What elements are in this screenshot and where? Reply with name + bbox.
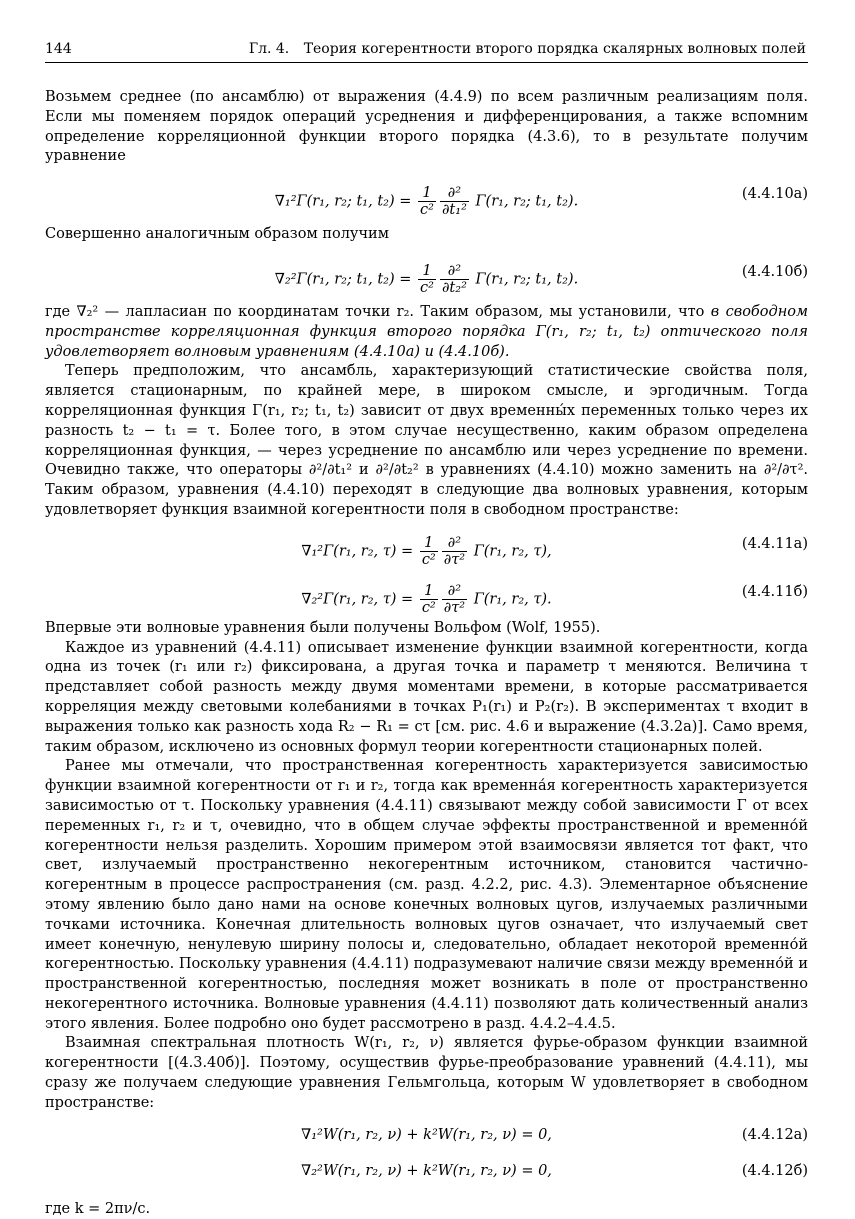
running-title [249,40,806,60]
chapter-title: Теория когерентности второго порядка скалярных волновых полей [303,41,806,57]
equation-label: (4.4.12б) [741,1162,808,1179]
page-number: 144 [45,41,72,57]
paragraph: Совершенно аналогичным образом получим [45,226,389,243]
equation-4-4-12b: ∇₂²W(r₁, r₂, ν) + k²W(r₁, r₂, ν) = 0, (4.4.12б) [45,1158,808,1186]
equation-label: (4.4.11а) [741,535,808,552]
paragraph: Ранее мы отмечали, что пространственная когерентность характеризуется зависимостью функции взаимной когерентности от r₁ и r₂, тогда как временна́я когерентность характеризуется зависимостью от τ. Поскольку уравнения (4.4.11) связывают между собой зависимости Γ от всех переменных r₁, r₂ и τ, очевидно, что в общем случае эффекты пространственной и временно́й когерентности нельзя разделить. Хорошим примером этой взаимосвязи является тот факт, что свет, излучаемый пространственно некогерентным источником, становится частично-когерентным в процессе распространения (см. разд. 4.2.2, рис. 4.3). Элементарное объяснение этому явлению было дано нами на основе конечных волновых цугов, излучаемых различными точками источника. Конечная длительность волновых цугов означает, что излучаемый свет имеет конечную, ненулевую ширину полосы и, следовательно, обладает некоторой временно́й когерентностью. Поскольку уравнения (4.4.11) подразумевают наличие связи между временно́й и пространственной когерентностью, последняя может возникать в поле от пространственно некогерентного источника. Волновые уравнения (4.4.11) позволяют дать количественный анализ этого явления. Более подробно оно будет рассмотрено в разд. 4.4.2–4.4.5. [45,758,808,1032]
equation-4-4-10a: ∇₁²Γ(r₁, r₂; t₁, t₂) = $\frac{1}{\text{c²}}$ $\frac{\text{∂²}}{\text{∂t₁²}}$ Γ(r₁, r₂; t₁, t₂). (4.4.10а) [274,185,808,219]
equation-label: (4.4.10а) [741,186,808,203]
paragraph: где ∇₂² — лапласиан по координатам точки r₂. Таким образом, мы установили, что в свободном пространстве корреляционная функция второго порядка Γ(r₁, r₂; t₁, t₂) оптического поля удовлетворяет волновым уравнениям (4.4.10а) и (4.4.10б). [45,303,808,360]
paragraph: где k = 2πν/c. [45,1200,151,1217]
paragraph: Каждое из уравнений (4.4.11) описывает изменение функции взаимной когерентности, когда одна из точек (r₁ или r₂) фиксирована, а другая точка и параметр τ меняются. Величина τ представляет собой разность между двумя моментами времени, в которые рассматривается корреляция между световыми колебаниями в точках P₁(r₁) и P₂(r₂). В экспериментах τ входит в выражения только как разность хода R₂ − R₁ = cτ [см. рис. 4.6 и выражение (4.3.2а)]. Само время, таким образом, исключено из основных формул теории когерентности стационарных полей. [45,639,808,755]
equation-label: (4.4.12а) [741,1126,808,1143]
paragraph: Взаимная спектральная плотность W(r₁, r₂, ν) является фурье-образом функции взаимной когерентности [(4.3.40б)]. Поэтому, осуществив фурье-преобразование уравнений (4.4.11), мы сразу же получаем следующие уравнения Гельмгольца, которым W удовлетворяет в свободном пространстве: [45,1035,808,1111]
running-header [45,40,808,63]
equation-4-4-10b: ∇₂²Γ(r₁, r₂; t₁, t₂) = $\frac{1}{\text{c²}}$ $\frac{\text{∂²}}{\text{∂t₂²}}$ Γ(r₁, r₂; t₁, t₂). (4.4.10б) [274,262,808,296]
page [45,40,808,1219]
equation-label: (4.4.10б) [741,263,808,280]
paragraph: Теперь предположим, что ансамбль, характеризующий статистические свойства поля, является стационарным, по крайней мере, в широком смысле, и эргодичным. Тогда корреляционная функция Γ(r₁, r₂; t₁, t₂) зависит от двух временны́х переменных только через их разность t₂ − t₁ = τ. Более того, в этом случае несущественно, каким образом определена корреляционная функция, — через усреднение по ансамблю или через усреднение по времени. Очевидно также, что операторы ∂²/∂t₁² и ∂²/∂t₂² в уравнениях (4.4.10) можно заменить на ∂²/∂τ². Таким образом, уравнения (4.4.10) переходят в следующие два волновых уравнения, которым удовлетворяет функция взаимной когерентности поля в свободном пространстве: [45,363,808,518]
paragraph: Возьмем среднее (по ансамблю) от выражения (4.4.9) по всем различным реализациям поля. Если мы поменяем порядок операций усреднения и дифференцирования, а также вспомним определение корреляционной функции второго порядка (4.3.6), то в результате получим уравнение [45,89,808,165]
equation-4-4-12a: ∇₁²W(r₁, r₂, ν) + k²W(r₁, r₂, ν) = 0, (4.4.12а) [45,1122,808,1150]
equation-4-4-11b: ∇₂²Γ(r₁, r₂, τ) = $\frac{1}{\text{c²}}$ $\frac{\text{∂²}}{\text{∂τ²}}$ Γ(r₁, r₂, τ). (4.4.11б) [301,582,808,616]
chapter-label: Гл. 4. [248,41,290,57]
equation-label: (4.4.11б) [741,583,808,600]
equation-4-4-11a: ∇₁²Γ(r₁, r₂, τ) = $\frac{1}{\text{c²}}$ $\frac{\text{∂²}}{\text{∂τ²}}$ Γ(r₁, r₂, τ), (4.4.11а) [301,534,808,568]
paragraph: Впервые эти волновые уравнения были получены Вольфом (Wolf, 1955). [45,619,601,636]
